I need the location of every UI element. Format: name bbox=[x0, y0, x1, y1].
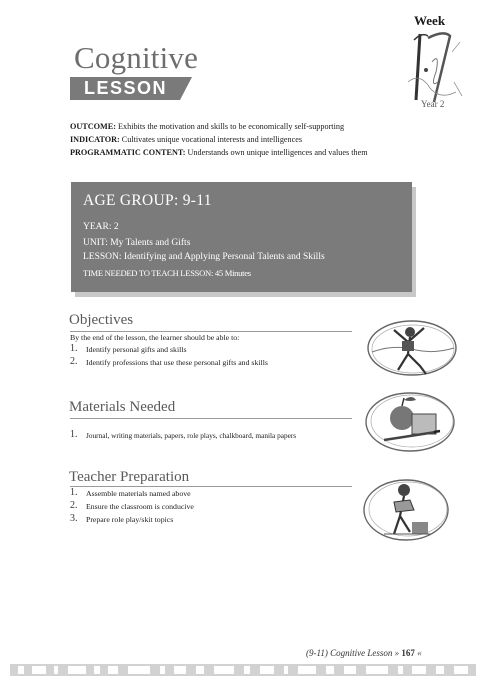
item-number: 1. bbox=[70, 429, 78, 440]
materials-heading: Materials Needed bbox=[69, 399, 176, 415]
age-group: AGE GROUP: 9-11 bbox=[83, 192, 212, 209]
lesson-title: Cognitive bbox=[74, 40, 199, 75]
footer-lesson-label: (9-11) Cognitive Lesson » bbox=[306, 648, 400, 658]
materials-rule bbox=[70, 418, 352, 419]
lesson-title-bar-label: LESSON bbox=[83, 78, 167, 98]
item-number: 2. bbox=[70, 500, 78, 511]
programmatic-content-line bbox=[70, 148, 368, 157]
footer-tail: « bbox=[417, 648, 422, 658]
lesson-title-bar bbox=[70, 77, 180, 100]
item-text: Identify professions that use these personal gifts and skills bbox=[86, 358, 268, 367]
programmatic-content-label: PROGRAMMATIC CONTENT: bbox=[70, 148, 186, 157]
footer-label bbox=[306, 648, 422, 658]
item-text: Identify personal gifts and skills bbox=[86, 345, 187, 354]
year-line: YEAR: 2 bbox=[83, 222, 119, 232]
item-number: 1. bbox=[70, 343, 78, 354]
indicator-line bbox=[70, 135, 302, 144]
objective-item bbox=[70, 358, 268, 367]
title-bar-tab bbox=[180, 77, 192, 100]
lesson-line: LESSON: Identifying and Applying Personal Talents and Skills bbox=[83, 252, 325, 262]
unit-line: UNIT: My Talents and Gifts bbox=[83, 238, 191, 248]
item-number: 1. bbox=[70, 487, 78, 498]
preparation-item bbox=[70, 489, 191, 498]
preparation-heading: Teacher Preparation bbox=[69, 469, 190, 485]
indicator-label: INDICATOR: bbox=[70, 135, 120, 144]
item-text: Ensure the classroom is conducive bbox=[86, 502, 194, 511]
item-text: Assemble materials named above bbox=[86, 489, 191, 498]
indicator-text: Cultivates unique vocational interests and intelligences bbox=[121, 135, 303, 144]
outcome-text: Exhibits the motivation and skills to be economically self-supporting bbox=[118, 122, 345, 131]
item-number: 3. bbox=[70, 513, 78, 524]
year-label: Year 2 bbox=[421, 99, 445, 109]
objectives-heading: Objectives bbox=[69, 312, 134, 328]
teacher-reading-illustration-icon bbox=[360, 470, 456, 546]
age-group-box bbox=[71, 182, 412, 292]
objectives-intro: By the end of the lesson, the learner should be able to: bbox=[70, 333, 240, 342]
objective-item bbox=[70, 345, 186, 354]
outcome-label: OUTCOME: bbox=[70, 122, 116, 131]
preparation-rule bbox=[70, 486, 352, 487]
item-text: Journal, writing materials, papers, role plays, chalkboard, manila papers bbox=[86, 431, 297, 440]
preparation-item bbox=[70, 502, 194, 511]
page-number: 167 bbox=[401, 648, 415, 658]
outcome-line bbox=[70, 122, 344, 131]
programmatic-content-text: Understands own unique intelligences and values them bbox=[187, 148, 368, 157]
item-text: Prepare role play/skit topics bbox=[86, 515, 174, 524]
week-number-graphic bbox=[400, 22, 470, 106]
objectives-rule bbox=[70, 331, 352, 332]
item-number: 2. bbox=[70, 356, 78, 367]
runner-illustration-icon bbox=[364, 314, 460, 380]
preparation-item bbox=[70, 515, 173, 524]
materials-item bbox=[70, 431, 296, 440]
apple-books-illustration-icon bbox=[362, 384, 460, 456]
time-line: TIME NEEDED TO TEACH LESSON: 45 Minutes bbox=[83, 268, 251, 278]
week-label: Week bbox=[414, 13, 446, 28]
footer-pattern-strip bbox=[10, 664, 476, 676]
